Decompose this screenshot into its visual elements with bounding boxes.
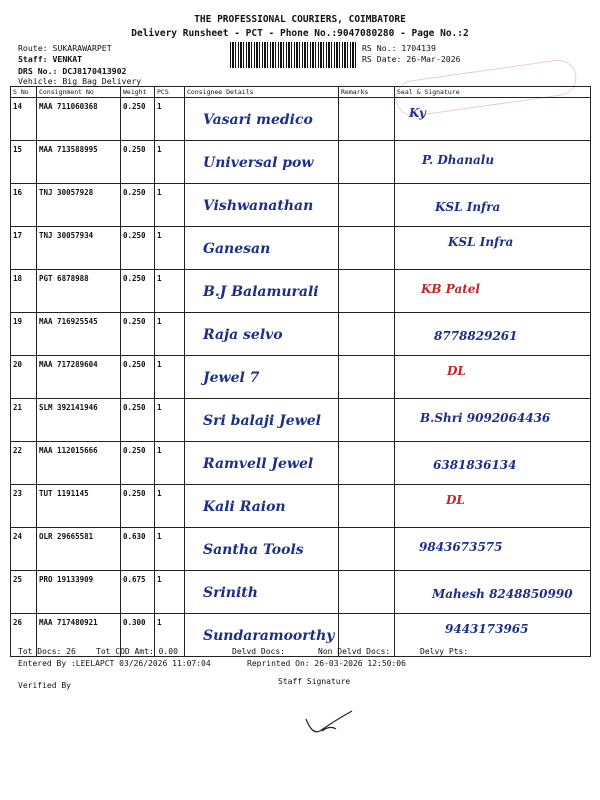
consignee-name: Ganesan (203, 241, 271, 257)
consignee-cell (185, 571, 339, 614)
consignment-cell: MAA 717289604 (37, 356, 121, 399)
sno-cell: 19 (11, 313, 37, 356)
sno-cell: 21 (11, 399, 37, 442)
col-pcs: PCS (155, 87, 185, 98)
recipient-signature: 9443173965 (445, 622, 529, 636)
consignment-cell: OLR 29665581 (37, 528, 121, 571)
runsheet-table (10, 86, 591, 657)
sno-cell: 16 (11, 184, 37, 227)
recipient-signature: 8778829261 (434, 329, 518, 343)
col-sno: S No (11, 87, 37, 98)
recipient-signature: KSL Infra (448, 235, 514, 249)
table-row (11, 571, 591, 614)
col-remarks: Remarks (339, 87, 395, 98)
pcs-cell: 1 (155, 98, 185, 141)
sno-cell: 18 (11, 270, 37, 313)
table-row (11, 141, 591, 184)
consignee-cell (185, 270, 339, 313)
sno-cell: 15 (11, 141, 37, 184)
signature-cell (395, 270, 591, 313)
consignment-cell: MAA 112015666 (37, 442, 121, 485)
consignee-name: Sri balaji Jewel (203, 413, 321, 429)
consignment-cell: MAA 717480921 (37, 614, 121, 657)
consignee-cell (185, 313, 339, 356)
consignment-cell: TNJ 30057934 (37, 227, 121, 270)
pcs-cell: 1 (155, 485, 185, 528)
rs-number: RS No.: 1704139 (362, 43, 436, 53)
consignment-cell: MAA 713588995 (37, 141, 121, 184)
consignee-cell (185, 227, 339, 270)
total-cod: Tot COD Amt: 0.00 (96, 647, 178, 656)
recipient-signature: KB Patel (421, 282, 480, 296)
pcs-cell: 1 (155, 141, 185, 184)
table-row (11, 227, 591, 270)
table-row (11, 399, 591, 442)
weight-cell: 0.250 (121, 270, 155, 313)
consignee-name: Sundaramoorthy (203, 628, 335, 644)
drs-number: DRS No.: DCJ8170413902 (18, 66, 127, 76)
table-header-row (11, 87, 591, 98)
consignee-cell (185, 184, 339, 227)
consignee-name: Vasari medico (203, 112, 313, 128)
recipient-signature: 9843673575 (419, 540, 503, 554)
company-title: THE PROFESSIONAL COURIERS, COIMBATORE (194, 14, 406, 25)
weight-cell: 0.250 (121, 141, 155, 184)
consignee-cell (185, 528, 339, 571)
pcs-cell: 1 (155, 270, 185, 313)
entered-by: Entered By :LEELAPCT 03/26/2026 11:07:04 (18, 659, 211, 668)
weight-cell: 0.250 (121, 313, 155, 356)
consignment-cell: TNJ 30057928 (37, 184, 121, 227)
pcs-cell: 1 (155, 184, 185, 227)
pcs-cell: 1 (155, 528, 185, 571)
consignment-cell: SLM 392141946 (37, 399, 121, 442)
signature-cell (395, 98, 591, 141)
rs-date: RS Date: 26-Mar-2026 (362, 54, 461, 64)
col-consignee: Consignee Details (185, 87, 339, 98)
recipient-signature: P. Dhanalu (422, 153, 495, 167)
table-row (11, 184, 591, 227)
consignee-cell (185, 98, 339, 141)
pcs-cell: 1 (155, 442, 185, 485)
table-row (11, 270, 591, 313)
consignee-cell (185, 485, 339, 528)
pcs-cell: 1 (155, 399, 185, 442)
recipient-signature: DL (447, 364, 466, 378)
weight-cell: 0.250 (121, 184, 155, 227)
sno-cell: 17 (11, 227, 37, 270)
signature-cell (395, 313, 591, 356)
sno-cell: 14 (11, 98, 37, 141)
sno-cell: 22 (11, 442, 37, 485)
remarks-cell (339, 571, 395, 614)
consignee-cell (185, 141, 339, 184)
signature-cell (395, 356, 591, 399)
weight-cell: 0.675 (121, 571, 155, 614)
remarks-cell (339, 184, 395, 227)
recipient-signature: Ky (409, 106, 426, 120)
delivery-points: Delvy Pts: (420, 647, 469, 656)
col-weight: Weight (121, 87, 155, 98)
barcode (230, 42, 358, 68)
pcs-cell: 1 (155, 614, 185, 657)
staff-label: Staff: VENKAT (18, 54, 83, 64)
signature-cell (395, 485, 591, 528)
table-row (11, 356, 591, 399)
sno-cell: 26 (11, 614, 37, 657)
recipient-signature: Mahesh 8248850990 (432, 587, 573, 601)
sno-cell: 20 (11, 356, 37, 399)
pcs-cell: 1 (155, 356, 185, 399)
table-row (11, 528, 591, 571)
delivered-docs: Delvd Docs: (232, 647, 285, 656)
consignee-name: Santha Tools (203, 542, 304, 558)
consignee-name: Raja selvo (203, 327, 283, 343)
consignee-name: Jewel 7 (203, 370, 260, 386)
remarks-cell (339, 485, 395, 528)
pcs-cell: 1 (155, 227, 185, 270)
weight-cell: 0.630 (121, 528, 155, 571)
signature-cell (395, 571, 591, 614)
weight-cell: 0.250 (121, 442, 155, 485)
route-label: Route: SUKARAWARPET (18, 43, 112, 53)
signature-cell (395, 399, 591, 442)
consignment-cell: MAA 716925545 (37, 313, 121, 356)
table-row (11, 98, 591, 141)
pcs-cell: 1 (155, 571, 185, 614)
remarks-cell (339, 98, 395, 141)
signature-cell (395, 227, 591, 270)
total-docs: Tot Docs: 26 (18, 647, 76, 656)
consignee-name: Kali Raion (203, 499, 286, 515)
col-consignment: Consignment No (37, 87, 121, 98)
consignee-name: Srinith (203, 585, 258, 601)
table-row (11, 485, 591, 528)
col-signature: Seal & Signature (395, 87, 591, 98)
reprinted-on: Reprinted On: 26-03-2026 12:50:06 (247, 659, 406, 668)
remarks-cell (339, 270, 395, 313)
table-row (11, 442, 591, 485)
weight-cell: 0.250 (121, 356, 155, 399)
consignee-name: Vishwanathan (203, 198, 314, 214)
consignee-name: B.J Balamurali (203, 284, 319, 300)
vehicle-label: Vehicle: Big Bag Delivery (18, 76, 142, 86)
staff-signature-label: Staff Signature (278, 677, 351, 686)
consignment-cell: PRO 19133909 (37, 571, 121, 614)
sno-cell: 24 (11, 528, 37, 571)
consignee-cell (185, 442, 339, 485)
weight-cell: 0.300 (121, 614, 155, 657)
consignee-name: Ramvell Jewel (203, 456, 314, 472)
consignee-name: Universal pow (203, 155, 314, 171)
consignment-cell: MAA 711060368 (37, 98, 121, 141)
consignment-cell: PGT 6878988 (37, 270, 121, 313)
consignee-cell (185, 399, 339, 442)
sno-cell: 23 (11, 485, 37, 528)
signature-cell (395, 528, 591, 571)
weight-cell: 0.250 (121, 98, 155, 141)
recipient-signature: KSL Infra (435, 200, 501, 214)
runsheet-title: Delivery Runsheet - PCT - Phone No.:9047080280 - Page No.:2 (131, 28, 469, 39)
consignee-cell (185, 356, 339, 399)
remarks-cell (339, 442, 395, 485)
signature-cell (395, 141, 591, 184)
remarks-cell (339, 313, 395, 356)
non-delivered-docs: Non Delvd Docs: (318, 647, 391, 656)
signature-cell (395, 442, 591, 485)
weight-cell: 0.250 (121, 485, 155, 528)
signature-cell (395, 184, 591, 227)
remarks-cell (339, 528, 395, 571)
recipient-signature: B.Shri 9092064436 (420, 411, 551, 425)
weight-cell: 0.250 (121, 399, 155, 442)
weight-cell: 0.250 (121, 227, 155, 270)
remarks-cell (339, 141, 395, 184)
recipient-signature: DL (446, 493, 465, 507)
remarks-cell (339, 356, 395, 399)
verified-by: Verified By (18, 681, 71, 690)
pcs-cell: 1 (155, 313, 185, 356)
consignment-cell: TUT 1191145 (37, 485, 121, 528)
recipient-signature: 6381836134 (433, 458, 517, 472)
staff-signature-mark (300, 705, 360, 737)
remarks-cell (339, 227, 395, 270)
sno-cell: 25 (11, 571, 37, 614)
remarks-cell (339, 399, 395, 442)
table-row (11, 313, 591, 356)
